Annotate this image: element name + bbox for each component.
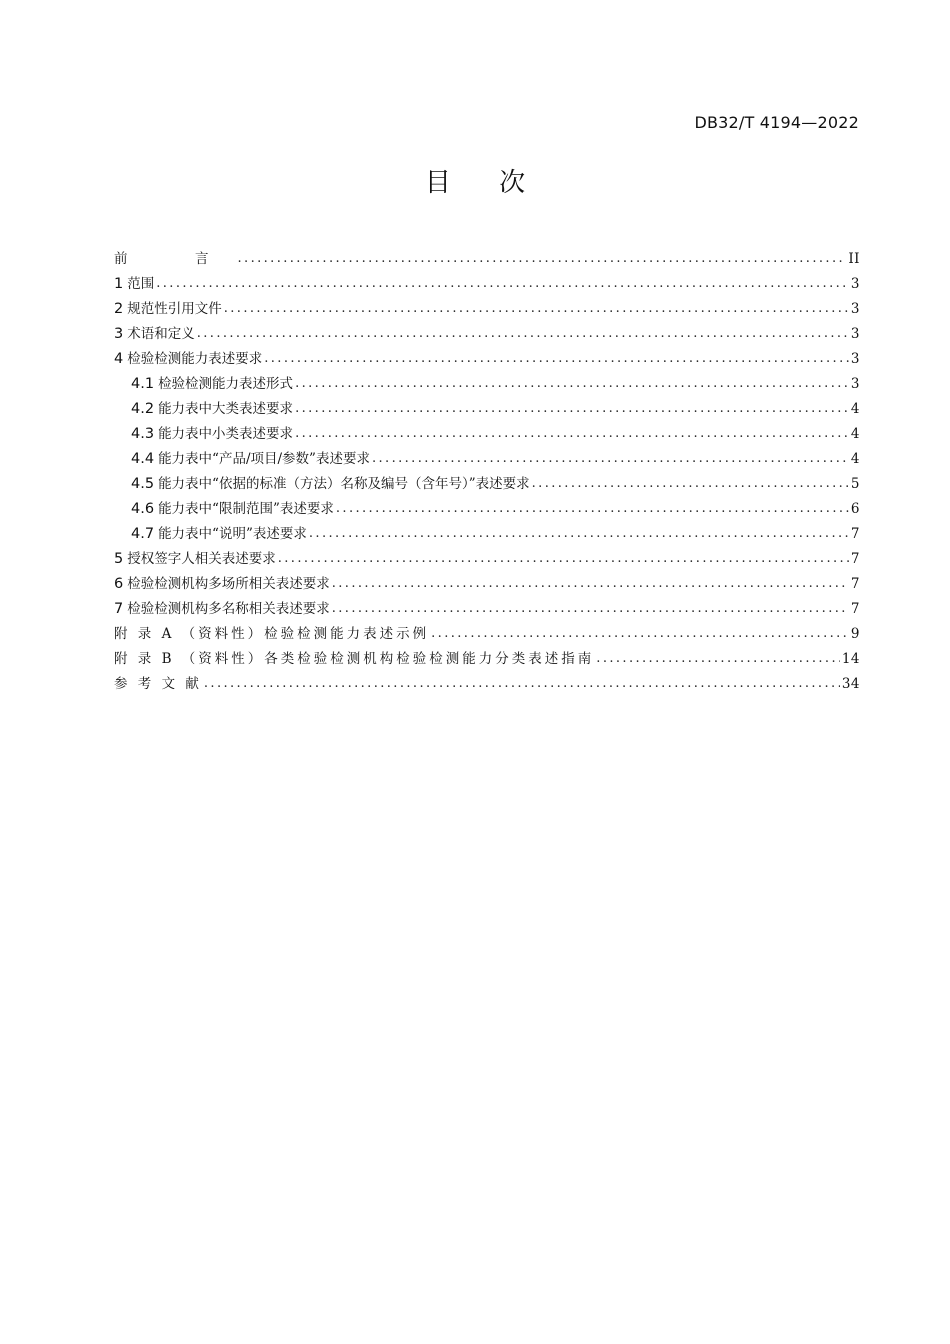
toc-entry-references[interactable] [114,669,860,694]
toc-entry-text: 前 言 [114,251,236,267]
toc-leader-dots [278,549,849,569]
toc-page-number: 6 [850,501,860,517]
toc-entry-4[interactable] [114,344,860,369]
toc-page-number: 34 [841,676,860,692]
toc-page-number: 5 [850,476,860,492]
toc-page-number: 9 [850,626,860,642]
toc-page-number: 3 [850,301,860,317]
toc-entry-text: 能力表中小类表述要求 [158,426,294,442]
toc-entry-number: 4.4 [131,451,155,467]
toc-leader-dots [224,299,849,319]
toc-entry-4-3[interactable] [114,419,860,444]
toc-entry-number: 2 [114,301,124,317]
toc-page-number: 4 [850,401,860,417]
toc-entry-2[interactable] [114,294,860,319]
toc-entry-3[interactable] [114,319,860,344]
toc-leader-dots [264,349,849,369]
toc-entry-appendix-b[interactable] [114,644,860,669]
toc-entry-appendix-a[interactable] [114,619,860,644]
toc-page-number: 7 [850,526,860,542]
toc-page-number: 7 [850,601,860,617]
toc-page-number: 14 [841,651,860,667]
toc-leader-dots [156,274,849,294]
toc-entry-text: 能力表中“说明”表述要求 [158,526,307,542]
toc-entry-text: 授权签字人相关表述要求 [127,551,276,567]
toc-leader-dots [309,524,849,544]
toc-entry-text: 附 录 A （资料性）检验检测能力表述示例 [114,626,430,642]
table-of-contents [114,244,860,694]
toc-entry-6[interactable] [114,569,860,594]
toc-page-number: II [848,251,860,267]
toc-entry-5[interactable] [114,544,860,569]
page-title: 目 次 [424,168,546,198]
toc-entry-number: 4.3 [131,426,155,442]
toc-leader-dots [532,474,849,494]
toc-entry-7[interactable] [114,594,860,619]
toc-entry-4-6[interactable] [114,494,860,519]
toc-entry-number: 4.7 [131,526,155,542]
toc-entry-number: 4.6 [131,501,155,517]
toc-entry-number: 6 [114,576,124,592]
toc-leader-dots [332,599,849,619]
toc-entry-foreword[interactable] [114,244,860,269]
toc-entry-text: 附 录 B （资料性）各类检验检测机构检验检测能力分类表述指南 [114,651,595,667]
toc-entry-text: 能力表中“限制范围”表述要求 [158,501,334,517]
toc-entry-number: 4.2 [131,401,155,417]
toc-leader-dots [372,449,849,469]
toc-entry-number: 4.5 [131,476,155,492]
toc-entry-number: 1 [114,276,124,292]
toc-leader-dots [204,674,840,694]
toc-entry-text: 能力表中大类表述要求 [158,401,294,417]
toc-leader-dots [596,649,840,669]
toc-entry-text: 检验检测机构多名称相关表述要求 [127,601,330,617]
toc-entry-text: 检验检测机构多场所相关表述要求 [127,576,330,592]
toc-leader-dots [197,324,849,344]
toc-entry-text: 规范性引用文件 [127,301,222,317]
toc-entry-number: 4.1 [131,376,155,392]
toc-page-number: 7 [850,551,860,567]
toc-leader-dots [238,249,847,269]
toc-entry-4-2[interactable] [114,394,860,419]
toc-entry-text: 参 考 文 献 [114,676,202,692]
toc-entry-number: 5 [114,551,124,567]
toc-entry-4-7[interactable] [114,519,860,544]
toc-page-number: 3 [850,326,860,342]
toc-entry-text: 能力表中“产品/项目/参数”表述要求 [158,451,370,467]
toc-page-number: 3 [850,276,860,292]
toc-entry-text: 检验检测能力表述要求 [127,351,263,367]
toc-leader-dots [295,424,849,444]
toc-entry-text: 范围 [127,276,155,292]
toc-entry-text: 检验检测能力表述形式 [158,376,294,392]
toc-page-number: 4 [850,426,860,442]
document-code: DB32/T 4194—2022 [694,113,859,132]
toc-entry-number: 4 [114,351,124,367]
toc-leader-dots [336,499,849,519]
toc-page-number: 4 [850,451,860,467]
toc-leader-dots [431,624,849,644]
toc-entry-4-4[interactable] [114,444,860,469]
toc-entry-number: 7 [114,601,124,617]
toc-page-number: 3 [850,351,860,367]
toc-entry-text: 能力表中“依据的标准（方法）名称及编号（含年号）”表述要求 [158,476,530,492]
toc-page-number: 7 [850,576,860,592]
toc-leader-dots [295,399,849,419]
toc-entry-4-1[interactable] [114,369,860,394]
toc-entry-1[interactable] [114,269,860,294]
toc-leader-dots [332,574,849,594]
toc-entry-4-5[interactable] [114,469,860,494]
toc-entry-number: 3 [114,326,124,342]
toc-entry-text: 术语和定义 [127,326,195,342]
toc-leader-dots [295,374,849,394]
toc-page-number: 3 [850,376,860,392]
